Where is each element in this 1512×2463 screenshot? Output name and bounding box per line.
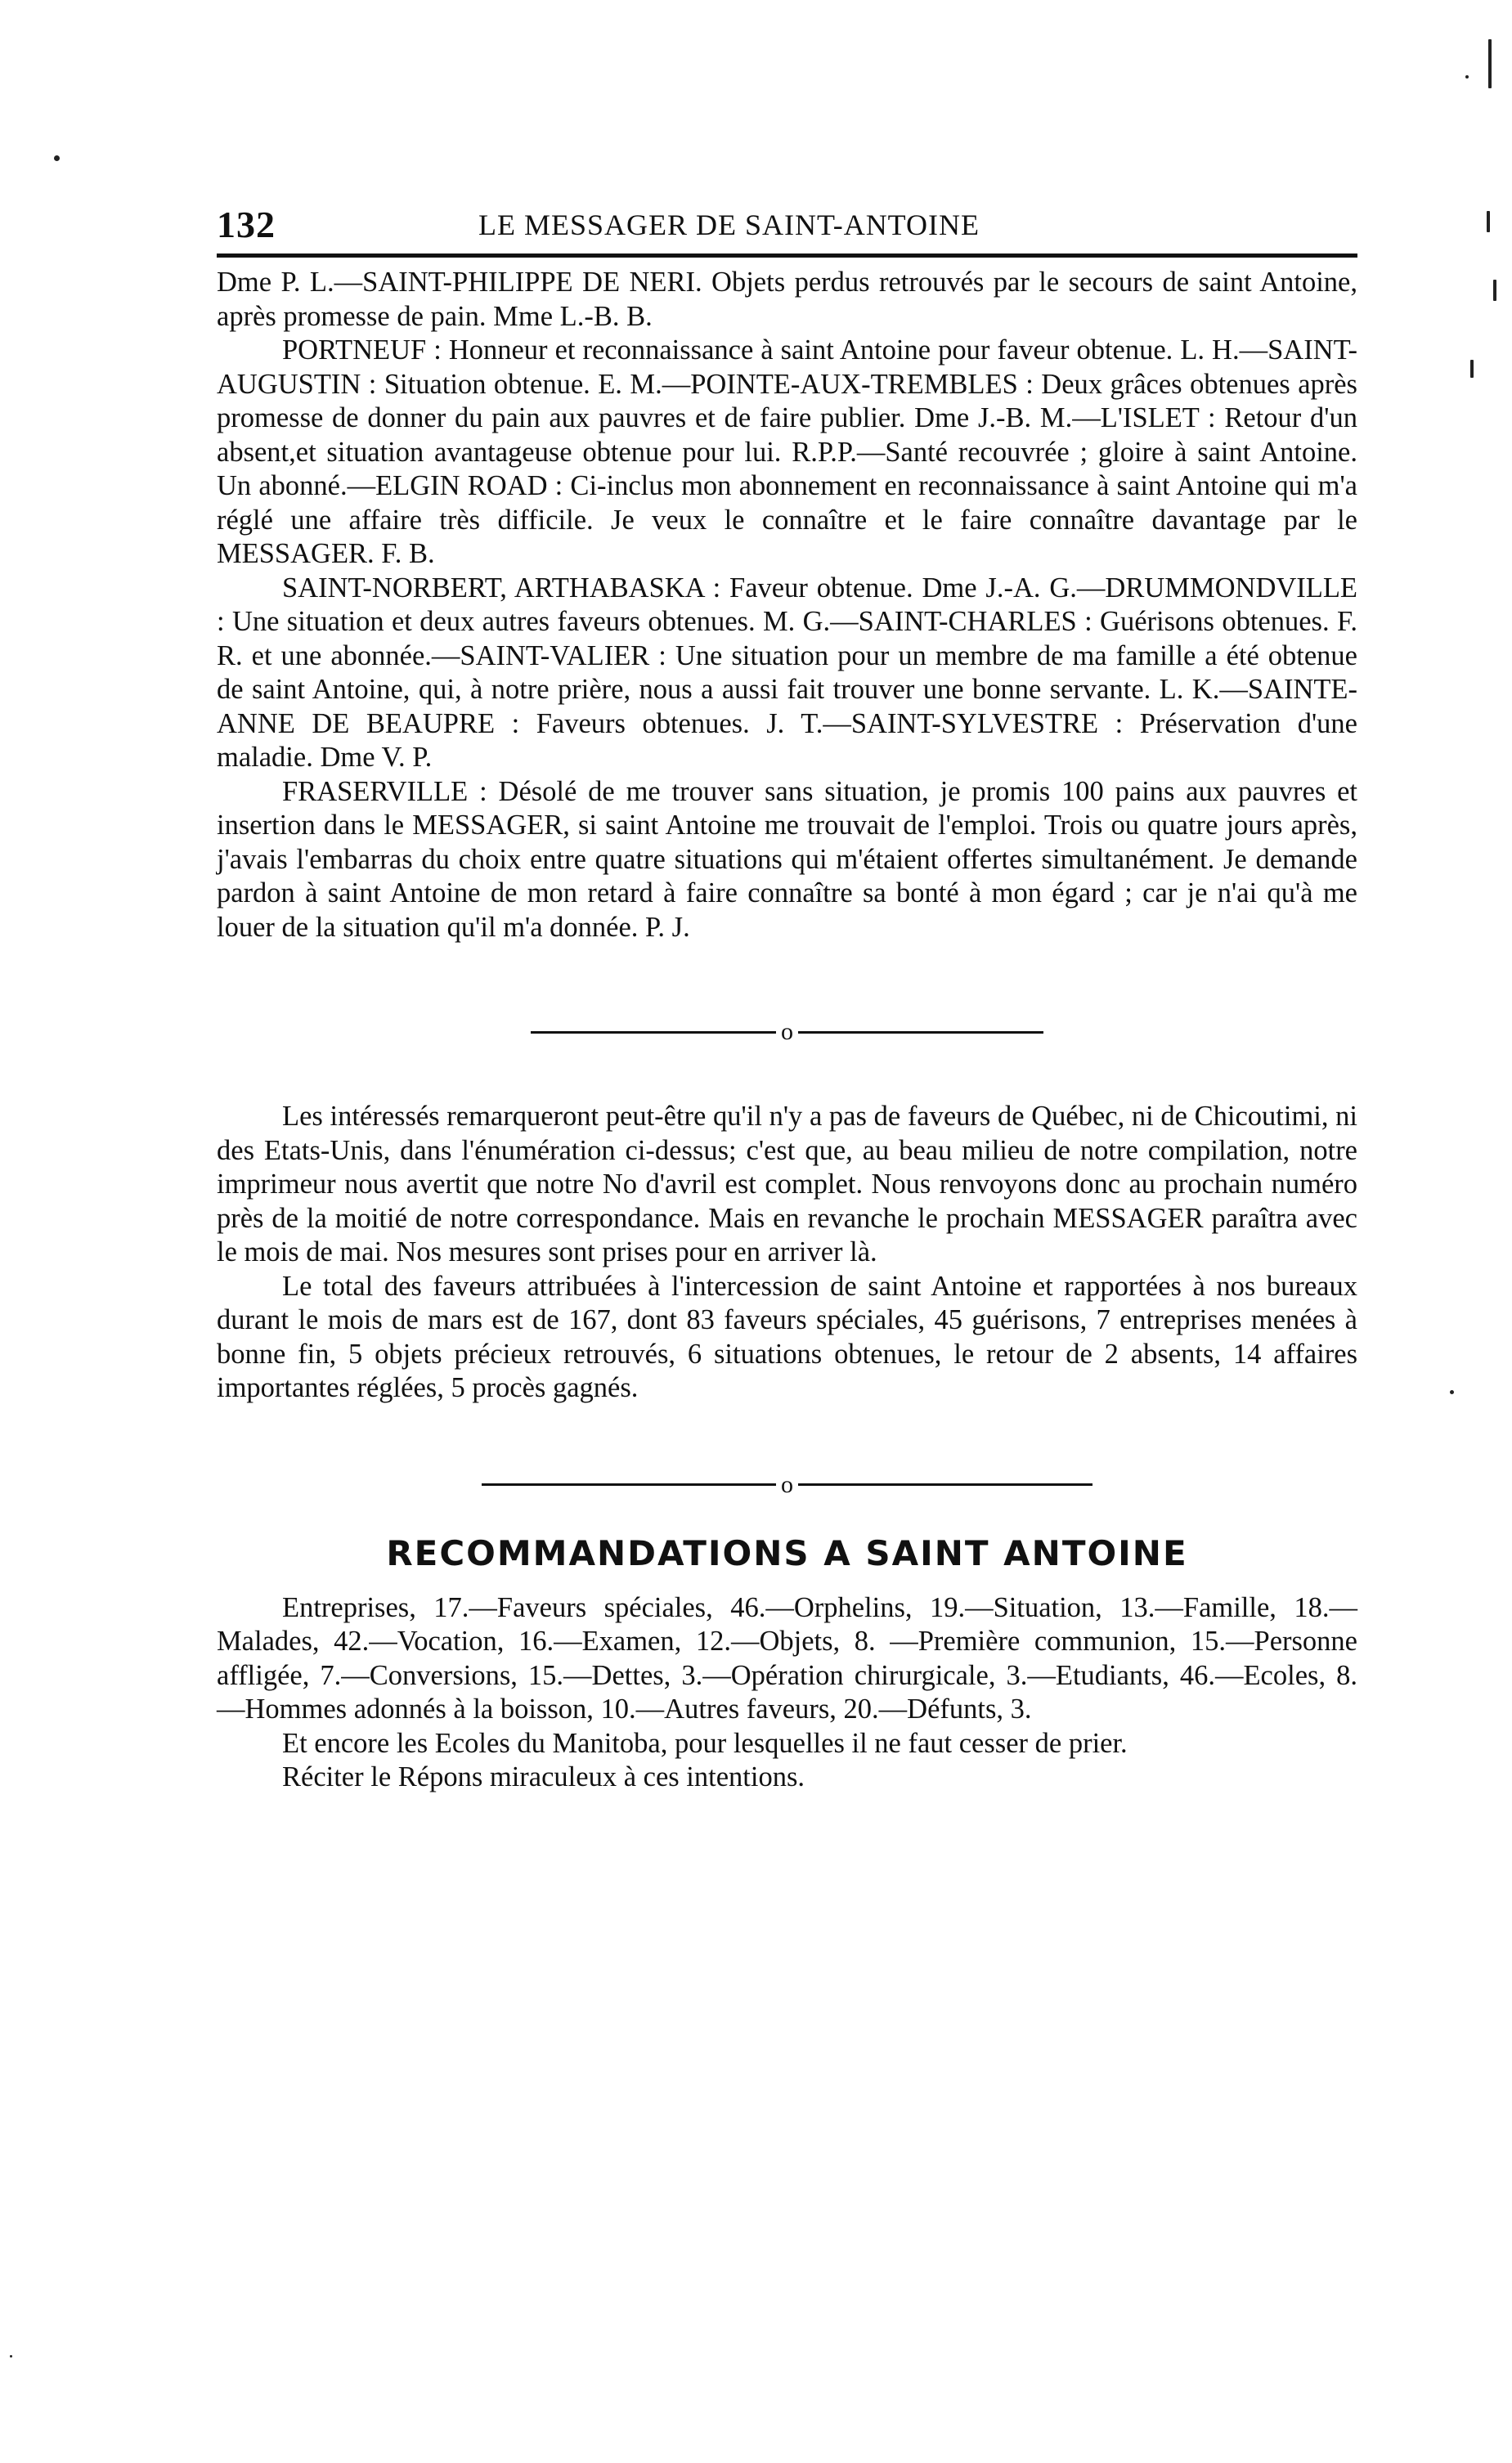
- separator-rule: [531, 1031, 776, 1034]
- separator-rule: [798, 1483, 1092, 1486]
- favour-paragraph: PORTNEUF : Honneur et reconnaissance à saint Antoine pour faveur obtenue. L. H.—SAINT-AUGUSTIN : Situation obtenue. E. M.—POINTE-AUX-TREMBLES : Deux grâces obtenues après promesse de donner du pain aux pauvres et de faire publier. Dme J.-B. M.—L'ISLET : Retour d'un absent,et situation avantageuse obtenue pour lui. R.P.P.—Santé recouvrée ; gloire à saint Antoine. Un abonné.—ELGIN ROAD : Ci-inclus mon abonnement en reconnaissance à saint Antoine qui m'a réglé une affaire très difficile. Je veux le connaître et le faire connaître davantage par le MESSAGER. F. B.: [217, 334, 1357, 569]
- scan-speck: [1493, 280, 1496, 301]
- separator-mark: o: [781, 1470, 793, 1498]
- scan-speck: [54, 155, 60, 161]
- recommendations-paragraph: Et encore les Ecoles du Manitoba, pour lesquelles il ne faut cesser de prier.: [282, 1727, 1128, 1759]
- section-heading: RECOMMANDATIONS A SAINT ANTOINE: [386, 1532, 1188, 1573]
- running-head: [217, 188, 1357, 258]
- scan-speck: [10, 2355, 12, 2358]
- scan-speck: [1487, 211, 1490, 232]
- recommendations-paragraph: Entreprises, 17.—Faveurs spéciales, 46.—Orphelins, 19.—Situation, 13.—Famille, 18.—Malades, 42.—Vocation, 16.—Examen, 12.—Objets, 8. —Première communion, 15.—Personne affligée, 7.—Conversions, 15.—Dettes, 3.—Opération chirurgicale, 3.—Etudiants, 46.—Ecoles, 8.—Hommes adonnés à la boisson, 10.—Autres faveurs, 20.—Défunts, 3.: [217, 1591, 1357, 1725]
- editorial-notice: [217, 1100, 1357, 1406]
- separator-mark: o: [781, 1018, 793, 1046]
- scan-speck: [1470, 360, 1474, 378]
- scan-speck: [1488, 39, 1492, 88]
- section-separator: [217, 1016, 1357, 1046]
- recommendations-section: [217, 1533, 1357, 1795]
- separator-rule: [482, 1483, 776, 1486]
- page-number: 132: [217, 204, 276, 245]
- favour-paragraph: SAINT-NORBERT, ARTHABASKA : Faveur obtenue. Dme J.-A. G.—DRUMMONDVILLE : Une situation et deux autres faveurs obtenues. M. G.—SAINT-CHARLES : Guérisons obtenues. F. R. et une abonnée.—SAINT-VALIER : Une situation pour un membre de ma famille a été obtenue de saint Antoine, qui, à notre prière, nous a aussi fait trouver une bonne servante. L. K.—SAINTE-ANNE DE BEAUPRE : Faveurs obtenues. J. T.—SAINT-SYLVESTRE : Préservation d'une maladie. Dme V. P.: [217, 572, 1357, 773]
- page: [217, 188, 1357, 1795]
- separator-rule: [798, 1031, 1043, 1034]
- favour-paragraph: FRASERVILLE : Désolé de me trouver sans situation, je promis 100 pains aux pauvres et insertion dans le MESSAGER, si saint Antoine me trouvait de l'emploi. Trois ou quatre jours après, j'avais l'embarras du choix entre quatre situations qui m'étaient offertes simultanément. Je demande pardon à saint Antoine de mon retard à faire connaître sa bonté à mon égard ; car je n'ai qu'à me louer de la situation qu'il m'a donnée. P. J.: [217, 775, 1357, 943]
- notice-paragraph: Le total des faveurs attribuées à l'intercession de saint Antoine et rapportées à nos bureaux durant le mois de mars est de 167, dont 83 faveurs spéciales, 45 guérisons, 7 entreprises menées à bonne fin, 5 objets précieux retrouvés, 6 situations obtenues, le retour de 2 absents, 14 affaires importantes réglées, 5 procès gagnés.: [217, 1270, 1357, 1404]
- favours-list: [217, 266, 1357, 944]
- recommendations-paragraph: Réciter le Répons miraculeux à ces intentions.: [282, 1761, 805, 1793]
- scan-speck: [1450, 1390, 1454, 1394]
- scan-speck: [1465, 75, 1469, 79]
- favour-paragraph: Dme P. L.—SAINT-PHILIPPE DE NERI. Objets perdus retrouvés par le secours de saint Antoine, après promesse de pain. Mme L.-B. B.: [217, 267, 1357, 332]
- section-separator: [217, 1469, 1357, 1499]
- notice-paragraph: Les intéressés remarqueront peut-être qu'il n'y a pas de faveurs de Québec, ni de Chicoutimi, ni des Etats-Unis, dans l'énumération ci-dessus; c'est que, au beau milieu de notre compilation, notre imprimeur nous avertit que notre No d'avril est complet. Nous renvoyons donc au prochain numéro près de la moitié de notre correspondance. Mais en revanche le prochain MESSAGER paraîtra avec le mois de mai. Nos mesures sont prises pour en arriver là.: [217, 1101, 1357, 1268]
- journal-title: LE MESSAGER DE SAINT-ANTOINE: [478, 209, 980, 241]
